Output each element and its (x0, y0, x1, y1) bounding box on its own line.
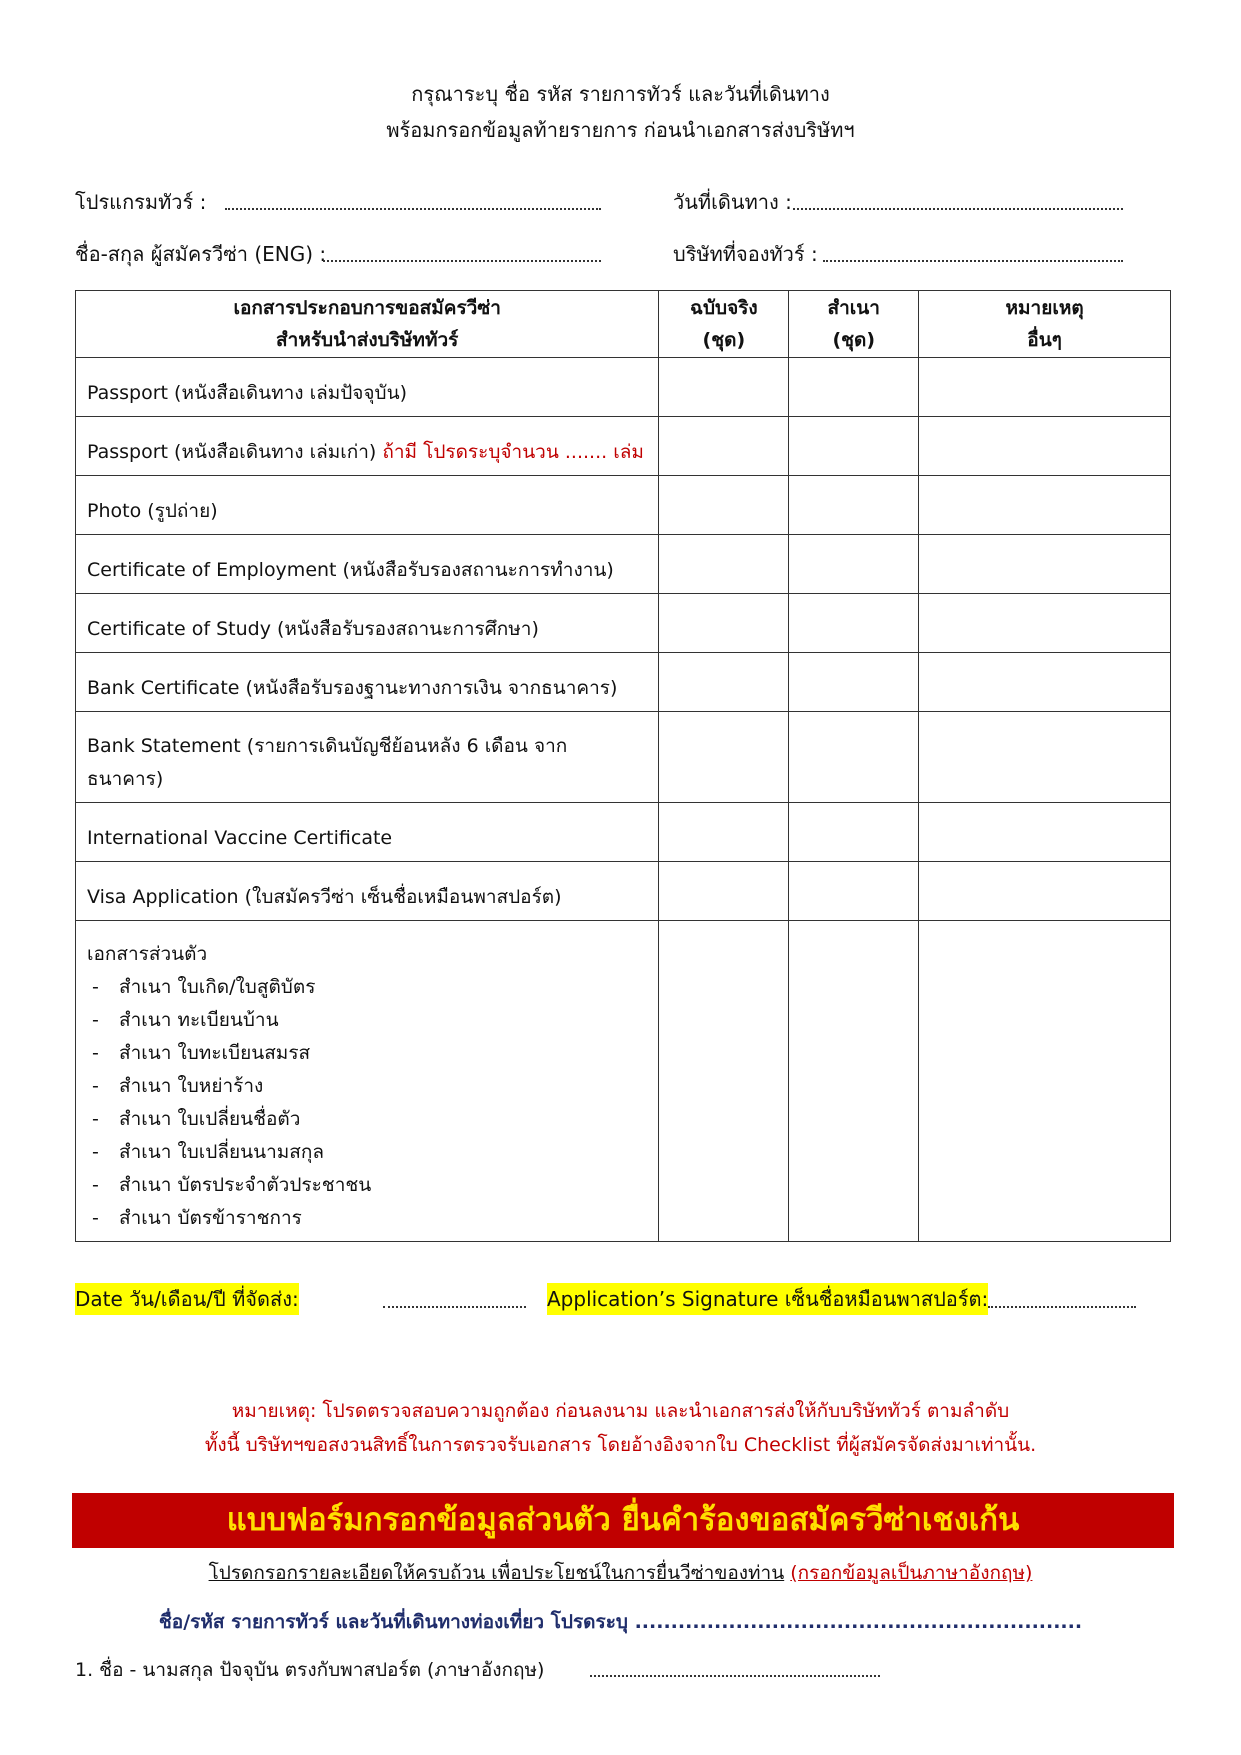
cell-remarks[interactable] (919, 653, 1171, 712)
cell-original[interactable] (659, 535, 789, 594)
header-remarks-line-1: หมายเหตุ (1005, 297, 1084, 319)
cell-copy[interactable] (789, 417, 919, 476)
cell-remarks[interactable] (919, 476, 1171, 535)
row-bank-statement-line-1: Bank Statement (รายการเดินบัญชีย้อนหลัง 6 เดือน จาก (87, 735, 568, 757)
cell-copy[interactable] (789, 803, 919, 862)
header-documents-line-2: สำหรับนำส่งบริษัททัวร์ (276, 329, 459, 351)
table-header-row (76, 291, 1171, 358)
tour-program-label: โปรแกรมทัวร์ : (75, 190, 207, 214)
table-row (76, 921, 1171, 1242)
dash-bullet: - (92, 1108, 99, 1130)
cell-remarks[interactable] (919, 535, 1171, 594)
list-item (87, 1202, 648, 1235)
tour-code-line: ชื่อ/รหัส รายการทัวร์ และวันที่เดินทางท่องเที่ยว โปรดระบุ .............................................................. (158, 1611, 1083, 1633)
row-passport-current: Passport (หนังสือเดินทาง เล่มปัจจุบัน) (76, 358, 659, 417)
form-instruction-text: โปรดกรอกรายละเอียดให้ครบถ้วน เพื่อประโยชน์ในการยื่นวีซ่าของท่าน (208, 1562, 785, 1584)
remark-note-line-2: ทั้งนี้ บริษัทฯขอสงวนสิทธิ์ในการตรวจรับเอกสาร โดยอ้างอิงจากใบ Checklist ที่ผู้สมัครจัดส่งมาเท่านั้น. (204, 1434, 1037, 1456)
header-original (659, 291, 789, 358)
old-passport-count-note: ถ้ามี โปรดระบุจำนวน ....... เล่ม (382, 441, 644, 463)
cell-copy[interactable] (789, 921, 919, 1242)
table-row (76, 653, 1171, 712)
cell-copy[interactable] (789, 476, 919, 535)
date-sent-field[interactable] (383, 1306, 526, 1308)
cell-original[interactable] (659, 653, 789, 712)
cell-original[interactable] (659, 712, 789, 803)
intro-line-1: กรุณาระบุ ชื่อ รหัส รายการทัวร์ และวันที่เดินทาง (411, 82, 830, 106)
row-bank-statement (76, 712, 659, 803)
table-row (76, 358, 1171, 417)
list-item (87, 1136, 648, 1169)
row-study-certificate: Certificate of Study (หนังสือรับรองสถานะการศึกษา) (76, 594, 659, 653)
personal-doc-label: สำเนา ทะเบียนบ้าน (119, 1009, 279, 1031)
cell-copy[interactable] (789, 358, 919, 417)
dash-bullet: - (92, 1009, 99, 1031)
travel-date-label: วันที่เดินทาง : (673, 190, 792, 214)
applicant-name-label: ชื่อ-สกุล ผู้สมัครวีซ่า (ENG) : (75, 242, 327, 266)
row-visa-application: Visa Application (ใบสมัครวีซ่า เซ็นชื่อเหมือนพาสปอร์ต) (76, 862, 659, 921)
table-row (76, 862, 1171, 921)
list-item (87, 1037, 648, 1070)
question-1-label: 1. ชื่อ - นามสกุล ปัจจุบัน ตรงกับพาสปอร์ต (ภาษาอังกฤษ) (75, 1659, 545, 1681)
documents-checklist-table (75, 290, 1171, 1242)
row-bank-statement-line-2: ธนาคาร) (87, 768, 164, 790)
personal-doc-label: สำเนา ใบหย่าร้าง (119, 1075, 264, 1097)
cell-original[interactable] (659, 862, 789, 921)
dash-bullet: - (92, 1174, 99, 1196)
remark-note-line-1: หมายเหตุ: โปรดตรวจสอบความถูกต้อง ก่อนลงนาม และนำเอกสารส่งให้กับบริษัททัวร์ ตามลำดับ (231, 1400, 1010, 1422)
signature-field[interactable] (988, 1306, 1136, 1308)
table-row (76, 535, 1171, 594)
cell-original[interactable] (659, 476, 789, 535)
header-documents-line-1: เอกสารประกอบการขอสมัครวีซ่า (233, 297, 501, 319)
booking-company-field[interactable] (823, 260, 1123, 262)
tour-program-field[interactable] (225, 208, 601, 210)
personal-doc-label: สำเนา บัตรข้าราชการ (119, 1207, 302, 1229)
header-copy (789, 291, 919, 358)
cell-remarks[interactable] (919, 417, 1171, 476)
list-item (87, 1070, 648, 1103)
cell-copy[interactable] (789, 653, 919, 712)
row-vaccine-certificate: International Vaccine Certificate (76, 803, 659, 862)
header-copy-line-1: สำเนา (827, 297, 880, 319)
row-passport-old-label: Passport (หนังสือเดินทาง เล่มเก่า) (87, 441, 377, 463)
cell-original[interactable] (659, 803, 789, 862)
cell-original[interactable] (659, 417, 789, 476)
cell-remarks[interactable] (919, 803, 1171, 862)
dash-bullet: - (92, 1207, 99, 1229)
header-remarks (919, 291, 1171, 358)
header-original-line-2: (ชุด) (702, 329, 746, 351)
cell-remarks[interactable] (919, 712, 1171, 803)
dash-bullet: - (92, 1141, 99, 1163)
personal-doc-label: สำเนา ใบเปลี่ยนนามสกุล (119, 1141, 325, 1163)
header-original-line-1: ฉบับจริง (690, 297, 758, 319)
form-banner-title: แบบฟอร์มกรอกข้อมูลส่วนตัว ยื่นคำร้องขอสมัครวีซ่าเชงเก้น (72, 1493, 1174, 1548)
personal-doc-label: สำเนา บัตรประจำตัวประชาชน (119, 1174, 372, 1196)
header-remarks-line-2: อื่นๆ (1027, 329, 1062, 351)
signature-label: Application’s Signature เซ็นชื่อหมือนพาสปอร์ต: (547, 1283, 988, 1315)
row-bank-certificate: Bank Certificate (หนังสือรับรองฐานะทางการเงิน จากธนาคาร) (76, 653, 659, 712)
dash-bullet: - (92, 1042, 99, 1064)
dash-bullet: - (92, 1075, 99, 1097)
cell-remarks[interactable] (919, 921, 1171, 1242)
booking-company-label: บริษัทที่จองทัวร์ : (673, 242, 818, 266)
form-instruction-english-note: (กรอกข้อมูลเป็นภาษาอังกฤษ) (790, 1562, 1033, 1584)
form-instruction (0, 1558, 1241, 1588)
cell-original[interactable] (659, 594, 789, 653)
cell-copy[interactable] (789, 862, 919, 921)
table-row (76, 417, 1171, 476)
header-copy-line-2: (ชุด) (832, 329, 876, 351)
row-personal-documents (76, 921, 659, 1242)
list-item (87, 1169, 648, 1202)
list-item (87, 1103, 648, 1136)
date-sent-label: Date วัน/เดือน/ปี ที่จัดส่ง: (75, 1283, 299, 1315)
cell-copy[interactable] (789, 535, 919, 594)
dash-bullet: - (92, 976, 99, 998)
question-1-field[interactable] (590, 1675, 880, 1677)
row-passport-old (76, 417, 659, 476)
row-employment-certificate: Certificate of Employment (หนังสือรับรองสถานะการทำงาน) (76, 535, 659, 594)
personal-doc-label: สำเนา ใบเกิด/ใบสูติบัตร (119, 976, 316, 998)
cell-copy[interactable] (789, 594, 919, 653)
table-row (76, 476, 1171, 535)
row-photo: Photo (รูปถ่าย) (76, 476, 659, 535)
header-documents (76, 291, 659, 358)
personal-doc-label: สำเนา ใบทะเบียนสมรส (119, 1042, 311, 1064)
travel-date-field[interactable] (793, 208, 1123, 210)
list-item (87, 971, 648, 1004)
cell-remarks[interactable] (919, 594, 1171, 653)
cell-remarks[interactable] (919, 862, 1171, 921)
intro-line-2: พร้อมกรอกข้อมูลท้ายรายการ ก่อนนำเอกสารส่งบริษัทฯ (386, 118, 855, 142)
cell-remarks[interactable] (919, 358, 1171, 417)
table-row (76, 803, 1171, 862)
cell-original[interactable] (659, 921, 789, 1242)
table-row (76, 712, 1171, 803)
table-row (76, 594, 1171, 653)
cell-copy[interactable] (789, 712, 919, 803)
cell-original[interactable] (659, 358, 789, 417)
list-item (87, 1004, 648, 1037)
applicant-name-field[interactable] (323, 260, 601, 262)
personal-doc-label: สำเนา ใบเปลี่ยนชื่อตัว (119, 1108, 301, 1130)
personal-docs-title: เอกสารส่วนตัว (87, 943, 208, 965)
